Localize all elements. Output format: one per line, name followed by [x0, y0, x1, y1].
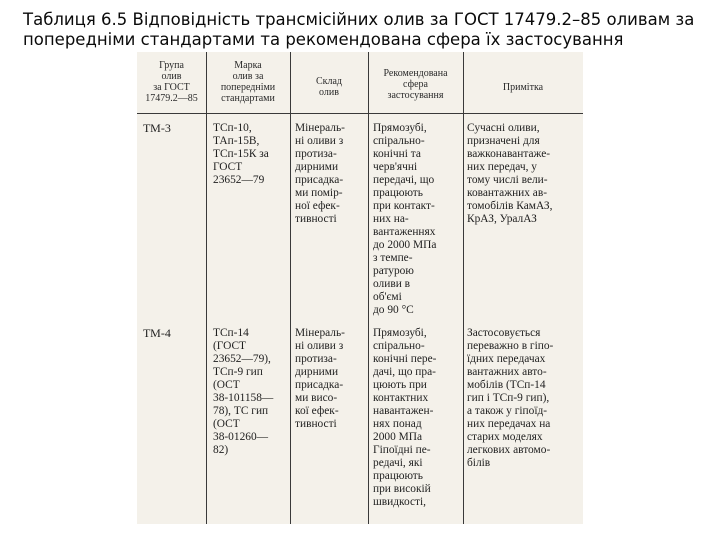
row-2-group: ТМ-4: [143, 326, 171, 340]
row-1-brand: ТСп-10, ТАп-15В, ТСп-15К за ГОСТ 23652—79: [213, 122, 269, 186]
table-caption: Таблиця 6.5 Відповідність трансмісійних олив за ГОСТ 17479.2–85 оливам за попередніми стандартами та рекомендована сфера їх застосування: [23, 10, 695, 49]
column-divider: [290, 52, 291, 524]
header-brand: Марка олив за попередніми стандартами: [220, 60, 276, 104]
row-2-application: Прямозубі, спірально- конічні пере- дачі, що пра- цюють при контактних навантажен- нях понад 2000 МПа Гіпоїдні пе- редачі, які працюють при високій швидкості,: [373, 327, 437, 508]
row-2-note: Застосовується переважно в гіпо- їдних передачах вантажних авто- мобілів (ТСп-14 гип і ТСп-9 гип), а також у гіпоїд- них передачах на старих моделях легкових автомо- білів: [467, 327, 554, 469]
column-divider: [463, 52, 464, 524]
scanned-table: [137, 52, 583, 524]
header-application: Рекомендована сфера застосування: [383, 68, 448, 101]
column-divider: [368, 52, 369, 524]
row-1-note: Сучасні оливи, призначені для важконавантаже- них передач, у тому числі вели- ковантажних ав- томобілів КамАЗ, КрАЗ, УралАЗ: [467, 122, 553, 225]
header-group: Група олив за ГОСТ 17479.2—85: [145, 60, 198, 104]
header-composition: Склад олив: [315, 76, 343, 98]
header-note: Примітка: [502, 82, 544, 93]
row-2-composition: Мінераль- ні оливи з протиза- дирними присадка- ми висо- кої ефек- тивності: [295, 327, 345, 430]
row-1-application: Прямозубі, спірально- конічні та черв'ячні передачі, що працюють при контакт- них на- вантаженнях до 2000 МПа з темпе- ратурою оливи в об'ємі до 90 °С: [373, 122, 437, 316]
row-1-group: ТМ-3: [143, 121, 171, 135]
row-1-composition: Мінераль- ні оливи з протиза- дирними присадка- ми помір- ної ефек- тивності: [295, 122, 345, 225]
header-rule: [137, 113, 583, 114]
column-divider: [206, 52, 207, 524]
row-2-brand: ТСп-14 (ГОСТ 23652—79), ТСп-9 гип (ОСТ 38-101158— 78), ТС гип (ОСТ 38-01260— 82): [213, 327, 274, 456]
